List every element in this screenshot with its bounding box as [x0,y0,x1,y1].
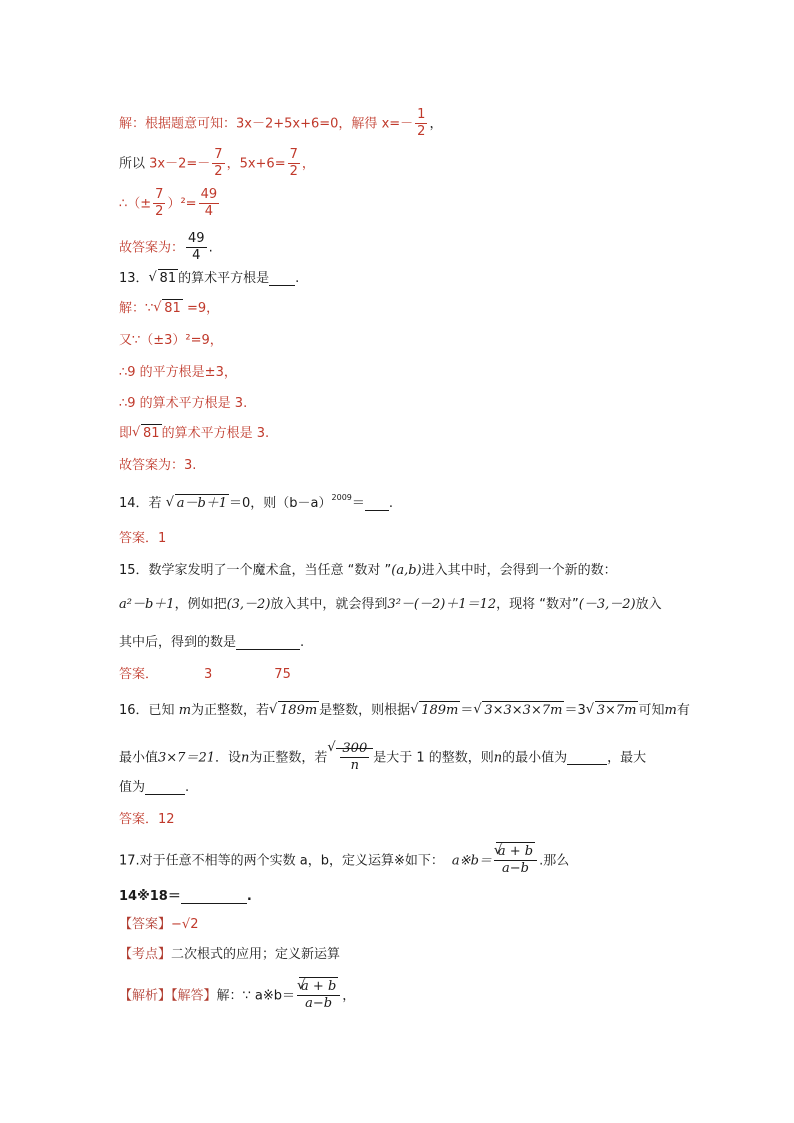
question-text: 17.对于任意不相等的两个实数 a，b，定义运算※如下： [119,853,444,869]
math-expression: 3×7＝21 [158,750,215,766]
math-pair: (－3,－2) [578,597,636,612]
radicand: 81 [159,271,177,286]
punctuation: . [246,889,252,904]
q17-line-1 [119,845,569,877]
fraction [494,845,537,877]
fraction-numerator: 7 [212,148,224,164]
punctuation: . [388,496,394,511]
q16-line-2 [119,742,646,774]
answer-blank [236,636,300,650]
radical [132,427,162,440]
question-text: 15．数学家发明了一个魔术盒，当任意 “数对 ” [119,563,392,578]
q13-solution-2: 又∵（±3）²=9， [119,333,223,348]
math-expression: 3²－(－2)＋1＝12 [387,597,497,612]
question-number: 13． [119,271,149,286]
q17-knowledge-point [119,948,340,961]
punctuation: . [208,240,213,256]
text: 所以 [119,156,150,172]
math-pair: (a,b) [391,563,422,578]
question-text: ．设 [215,750,242,766]
answer-blank [181,890,247,904]
radicand: 189m [421,703,459,718]
question-text: 14．若 [119,496,166,511]
fraction-numerator: 49 [199,188,220,204]
radicand: a + b [497,844,534,859]
q17-answer [119,918,198,931]
fraction-numerator: 49 [186,232,207,248]
q14-answer [119,532,166,545]
fraction-denominator: 4 [204,204,213,220]
question-text: ＝ [351,496,365,511]
question-text: 放入其中，就会得到 [270,597,388,612]
solution-text: 的算术平方根是 3. [161,426,270,441]
question-text: ＝0，则（b－a） [229,496,332,511]
p12-line-2 [119,148,315,180]
radicand: 3×7m [596,703,637,718]
answer-blank [567,751,607,765]
q13-question [119,272,299,286]
fraction [186,232,207,264]
q13-solution-3: ∴9 的平方根是±3， [119,365,237,380]
analysis-tag: 【解析】【解答】 [119,988,217,1004]
fraction [415,108,427,140]
question-text: 16．已知 [119,703,179,718]
punctuation: . [300,635,305,650]
q15-line-3 [119,636,304,650]
radicand: a－b＋1 [176,496,228,511]
fraction-numerator: √ 300 [340,742,369,758]
variable: m [664,703,677,718]
q16-answer [119,813,175,826]
q15-line-2 [119,598,662,611]
q16-line-3 [119,781,189,795]
fraction [212,148,224,180]
punctuation: ， [301,156,315,172]
fraction [297,980,340,1012]
solution-text: 即 [119,426,133,441]
variable: n [241,750,250,766]
question-text: 最小值 [119,750,159,766]
fraction [288,148,300,180]
question-text: 是整数，则根据 [319,703,411,718]
question-text: 值为 [119,780,146,795]
radical [153,302,183,315]
fraction-numerator: 7 [153,188,165,204]
question-text: 14※18＝ [119,889,181,904]
question-text: ，例如把 [174,597,227,612]
answer-value: 1 [158,531,167,546]
question-text: ，最大 [607,750,647,766]
solution-text: 解：∵ [119,301,154,316]
radical [269,704,319,717]
radicand: 3×3×3×7m [484,703,563,718]
radicand: a + b [301,979,337,994]
variable: m [178,703,192,718]
radical [410,704,460,717]
question-text: 的最小值为 [502,750,568,766]
radical [297,980,340,996]
fraction [340,742,369,774]
q13-solution-4: ∴9 的算术平方根是 3. [119,396,248,411]
q17-line-2 [119,890,252,904]
solution-prefix: 解：根据题意可知： [119,116,237,132]
equation: 3x－2=－ [149,156,211,172]
math-expression: a²－b＋1 [119,597,175,612]
q16-line-1 [119,704,690,717]
answer-label: 答案． [119,812,159,827]
answer-label: 答案． [119,531,159,546]
answer-prefix: 故答案为： [119,240,185,256]
equation: ∴（± [119,196,152,212]
radical [586,704,639,717]
equation: 3x－2+5x+6=0，解得 x=－ [236,116,414,132]
question-text: 有 [676,703,690,718]
equation: ，5x+6= [226,156,286,172]
fraction [199,188,220,220]
fraction-numerator: 7 [288,148,300,164]
answer-blank [269,272,295,286]
answer-value-2: 75 [274,667,291,682]
p12-line-3 [119,188,221,220]
punctuation: ， [342,988,356,1004]
question-text: ，现将 “数对” [496,597,579,612]
knowledge-value: 二次根式的应用；定义新运算 [171,947,341,962]
fraction-denominator: 2 [155,204,164,220]
radicand: 81 [164,301,181,316]
answer-value: −√2 [171,917,199,932]
question-text: 进入其中时，会得到一个新的数： [421,563,617,578]
radicand: 81 [143,426,160,441]
q13-solution-1 [119,302,219,315]
fraction-denominator: 2 [417,124,426,140]
punctuation: . [295,271,300,286]
q13-solution-6: 故答案为：3. [119,458,197,473]
math-symbol: ＝ [460,703,474,718]
answer-tag: 【答案】 [119,917,172,932]
math-pair: (3,－2) [226,597,271,612]
question-text: 为正整数，若 [249,750,328,766]
answer-value-1: 3 [204,667,213,682]
q15-line-1 [119,564,617,577]
q15-answer [119,668,291,681]
analysis-text: 解：∵ a※b＝ [216,988,296,1004]
question-text: 的算术平方根是 [178,271,270,286]
fraction-denominator: a−b [502,861,529,877]
exponent: 2009 [331,493,352,502]
fraction-denominator: a−b [305,996,333,1012]
radical-fraction [327,742,373,774]
radical [473,704,564,717]
radical [166,497,229,510]
question-text: 其中后，得到的数是 [119,635,237,650]
radical [149,272,179,285]
radical [494,845,537,861]
p12-line-1 [119,108,442,140]
math-expression: a※b＝ [451,853,492,869]
radicand: 189m [280,703,318,718]
question-text: 放入 [635,597,662,612]
question-text: 是大于 1 的整数，则 [373,750,494,766]
p12-line-4 [119,232,213,264]
fraction-denominator: 4 [192,248,201,264]
solution-text: =9， [182,301,220,316]
answer-blank [145,781,185,795]
q14-question [119,493,394,511]
answer-label: 答案． [119,667,159,682]
knowledge-tag: 【考点】 [119,947,172,962]
answer-blank [365,497,389,511]
question-text: .那么 [539,853,570,869]
fraction-denominator: 2 [214,164,223,180]
q13-solution-5 [119,427,269,440]
fraction-numerator: 1 [415,108,427,124]
variable: n [493,750,503,766]
question-text: 可知 [638,703,665,718]
math-symbol: ＝3 [564,703,586,718]
q17-analysis [119,980,355,1012]
fraction-denominator: 2 [289,164,298,180]
punctuation: . [185,780,190,795]
answer-value: 12 [158,812,175,827]
equation: ）²= [167,196,197,212]
fraction [153,188,165,220]
fraction-denominator: n [350,758,359,774]
question-text: 为正整数，若 [191,703,270,718]
punctuation: ， [429,116,443,132]
